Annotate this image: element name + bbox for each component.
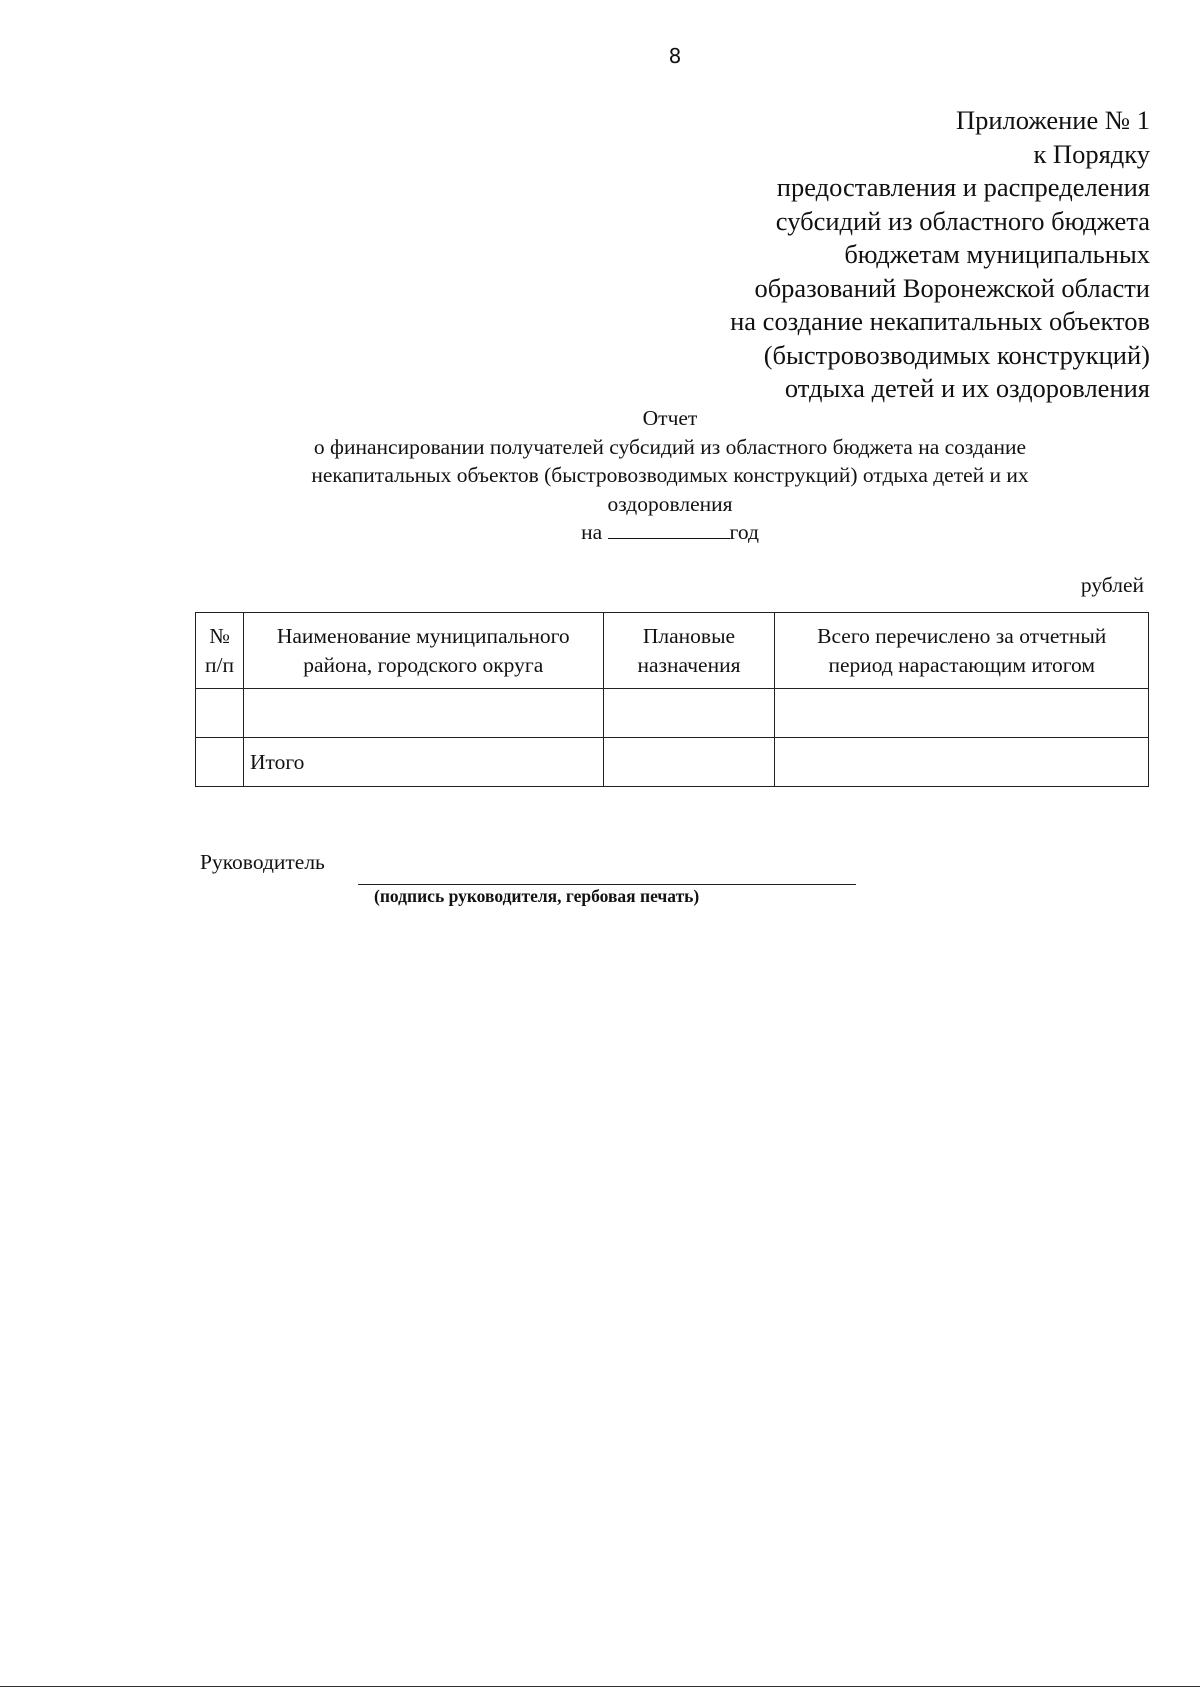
appendix-line: образований Воронежской области: [754, 272, 1150, 303]
report-title-block: [230, 404, 1110, 547]
appendix-line: Приложение № 1: [955, 105, 1150, 135]
table-cell[interactable]: [243, 689, 603, 738]
column-header-transferred: Всего перечислено за отчетный период нарастающим итогом: [775, 613, 1149, 689]
report-period: [230, 518, 1110, 547]
signature-caption: (подпись руководителя, гербовая печать): [374, 886, 700, 906]
total-label: Итого: [243, 738, 603, 787]
table-cell[interactable]: [196, 689, 244, 738]
appendix-line: к Порядку: [1033, 138, 1150, 169]
column-header-municipality: Наименование муниципального района, городского округа: [243, 613, 603, 689]
page-number: 8: [668, 44, 682, 68]
table-cell[interactable]: [603, 738, 775, 787]
appendix-line: предоставления и распределения: [776, 172, 1150, 202]
report-subtitle-line: оздоровления: [607, 491, 733, 516]
table-cell[interactable]: [196, 738, 244, 787]
bottom-divider: [0, 1686, 1200, 1687]
appendix-header: [450, 104, 1150, 406]
table-row: [196, 689, 1149, 738]
report-subtitle-line: некапитальных объектов (быстровозводимых конструкций) отдыха детей и их: [311, 463, 1029, 487]
column-header-planned: Плановые назначения: [603, 613, 775, 689]
currency-unit: рублей: [1080, 573, 1144, 597]
table-header-row: [196, 613, 1149, 689]
period-year-blank[interactable]: [608, 518, 730, 539]
table-cell[interactable]: [775, 738, 1149, 787]
appendix-line: на создание некапитальных объектов: [730, 306, 1150, 336]
appendix-line: (быстровозводимых конструкций): [763, 339, 1150, 370]
appendix-line: бюджетам муниципальных: [844, 239, 1150, 269]
table-cell[interactable]: [603, 689, 775, 738]
period-prefix: на: [581, 520, 603, 544]
report-table: [195, 612, 1149, 787]
report-title: Отчет: [642, 406, 698, 430]
period-suffix: год: [729, 520, 759, 544]
appendix-line: субсидий из областного бюджета: [775, 205, 1150, 236]
table-cell[interactable]: [775, 689, 1149, 738]
table-total-row: [196, 738, 1149, 787]
appendix-line: отдыха детей и их оздоровления: [784, 373, 1150, 403]
signature-label: Руководитель: [200, 850, 325, 874]
column-header-number: № п/п: [196, 613, 244, 689]
signature-line[interactable]: [358, 884, 856, 885]
report-subtitle-line: о финансировании получателей субсидий из областного бюджета на создание: [313, 434, 1027, 459]
